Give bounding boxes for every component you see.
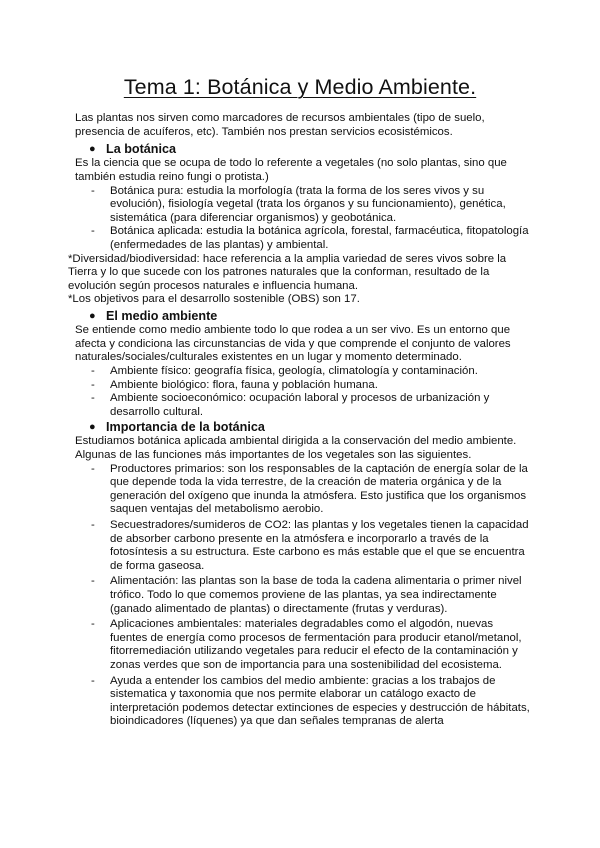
list-item-text: Ayuda a entender los cambios del medio ambiente: gracias a los trabajos de sistematica y taxonomia que nos permite elaborar un catálogo exacto de interpretación podemos detectar extinciones de especies y destrucción de hábitats, bioindicadores (líquenes) ya que dan señales tempranas de alerta: [110, 674, 530, 728]
list-item-text: Ambiente biológico: flora, fauna y población humana.: [110, 378, 378, 391]
importancia-paragraph-1: Estudiamos botánica aplicada ambiental dirigida a la conservación del medio ambiente.: [75, 435, 517, 448]
section-heading-text: El medio ambiente: [106, 308, 218, 323]
dash-icon: -: [91, 618, 95, 631]
medio-paragraph: Se entiende como medio ambiente todo lo que rodea a un ser vivo. Es un entorno que afecta y condiciona las circunstancias de vida y que comprende el conjunto de valores naturales/sociales/culturales existentes en un lugar y momento determinado.: [75, 324, 511, 364]
list-item: [72, 365, 532, 379]
list-item: [72, 185, 532, 226]
list-item-text: Botánica pura: estudia la morfología (trata la forma de los seres vivos y su evolución), fisiología vegetal (trata los órganos y su funcionamiento), genética, sistemática (para diferenciar organismos) y geobotánica.: [110, 184, 506, 224]
list-item-text: Botánica aplicada: estudia la botánica agrícola, forestal, farmacéutica, fitopatología (enfermedades de las plantas) y ambiental.: [110, 225, 529, 251]
dash-icon: -: [91, 392, 95, 405]
list-item-text: Ambiente físico: geografía física, geología, climatología y contaminación.: [110, 364, 478, 377]
botanica-list: [72, 185, 532, 253]
list-item: [72, 618, 532, 672]
medio-list: [72, 365, 532, 419]
list-item-text: Secuestradores/sumideros de CO2: las plantas y los vegetales tienen la capacidad de absorber carbono presente en la atmósfera e incorporarlo a través de la fotosíntesis a su estructura. Este carbono es más estable que el que se encuentra de forma gaseosa.: [110, 519, 529, 572]
dash-icon: -: [91, 378, 95, 391]
dash-icon: -: [91, 364, 95, 377]
list-item: [72, 575, 532, 616]
dash-icon: -: [91, 225, 95, 238]
list-item-text: Ambiente socioeconómico: ocupación laboral y procesos de urbanización y desarrollo cultural.: [110, 392, 490, 418]
intro-paragraph: Las plantas nos sirven como marcadores de recursos ambientales (tipo de suelo, presencia de acuíferos, etc). También nos prestan servicios ecosistémicos.: [75, 112, 485, 138]
dash-icon: -: [91, 184, 95, 197]
list-item: [72, 225, 532, 252]
list-item: [72, 675, 532, 729]
section-heading-botanica: [72, 142, 532, 157]
dash-icon: -: [91, 674, 95, 687]
botanica-paragraph: Es la ciencia que se ocupa de todo lo referente a vegetales (no solo plantas, sino que también estudia reino fungi o protista.): [75, 157, 507, 183]
dash-icon: -: [91, 575, 95, 588]
section-heading-medio-ambiente: [72, 309, 532, 324]
bullet-icon: ●: [89, 309, 96, 322]
list-item: [72, 519, 532, 573]
page-title: Tema 1: Botánica y Medio Ambiente.: [123, 75, 477, 99]
bullet-icon: ●: [89, 143, 96, 156]
list-item: [72, 392, 532, 419]
section-heading-text: La botánica: [106, 142, 176, 157]
bullet-icon: ●: [89, 421, 96, 434]
note-biodiversidad: *Diversidad/biodiversidad: hace referencia a la amplia variedad de seres vivos sobre la Tierra y lo que sucede con los patrones naturales que la conforman, resultado de la evolución según procesos naturales e influencia humana.: [68, 252, 507, 292]
list-item-text: Aplicaciones ambientales: materiales degradables como el algodón, nuevas fuentes de energía como procesos de fermentación para producir etanol/metanol, fitorremediación utilizando vegetales para reducir el efecto de la contaminación y zonas verdes que son de importancia para una sostenibilidad del ecosistema.: [110, 618, 522, 671]
list-item: [72, 379, 532, 393]
dash-icon: -: [91, 462, 95, 475]
section-heading-text: Importancia de la botánica: [106, 420, 265, 435]
importancia-paragraph-2: Algunas de las funciones más importantes de los vegetales son las siguientes.: [75, 449, 472, 462]
dash-icon: -: [91, 519, 95, 532]
importancia-list: [72, 463, 532, 729]
section-heading-importancia: [72, 420, 532, 435]
list-item-text: Productores primarios: son los responsables de la captación de energía solar de la que depende toda la vida terrestre, de la creación de materia orgánica y de la generación del oxígeno que inunda la atmósfera. Esto justifica que los organismos saquen ventajas del metabolismo aerobio.: [110, 462, 528, 516]
document-body: [68, 112, 532, 729]
note-ods: *Los objetivos para el desarrollo sostenible (OBS) son 17.: [68, 293, 360, 306]
list-item: [72, 463, 532, 517]
list-item-text: Alimentación: las plantas son la base de toda la cadena alimentaria o primer nivel trófico. Todo lo que comemos proviene de las plantas, ya sea indirectamente (ganado alimentado de plantas) o directamente (frutas y verduras).: [110, 575, 522, 615]
